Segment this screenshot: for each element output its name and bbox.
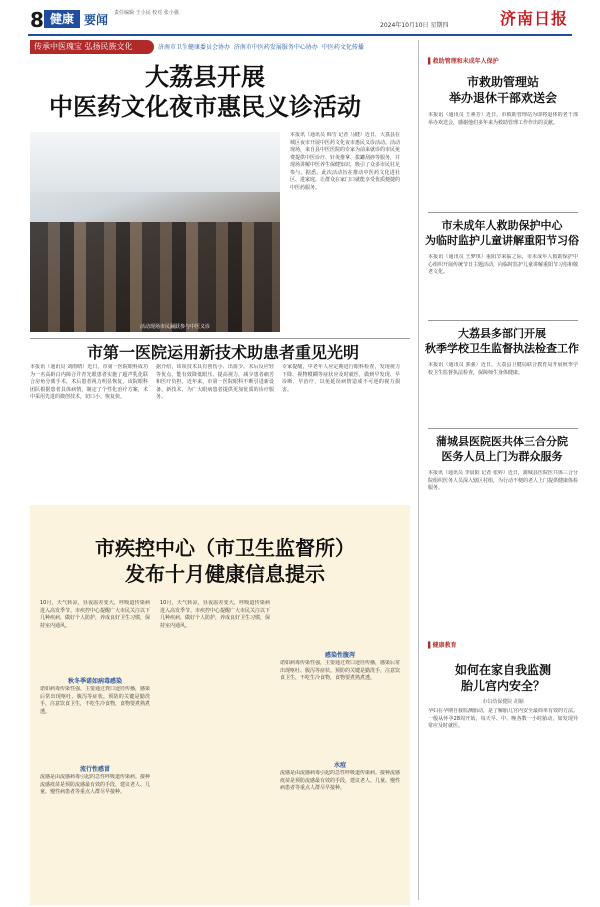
cdc-headline-line1: 市疾控中心（市卫生监督所）	[95, 536, 355, 560]
lead-headline-line2: 中医药文化夜市惠民义诊活动	[49, 92, 361, 121]
right-article2-title-line2: 为临时监护儿童讲解重阳节习俗	[425, 234, 579, 247]
cdc-diarrhea-text: 诺如病毒传染性强，主要通过粪口途径传播，感染后常出现呕吐、腹泻等症状。预防的关键是勤洗手，注意饮食卫生，不吃生冷食物，食物要煮熟煮透。	[280, 660, 400, 681]
right-article2-title[interactable]	[422, 218, 582, 248]
right-article1-title-line2: 举办退休干部欢送会	[448, 91, 557, 105]
article2-headline[interactable]: 市第一医院运用新技术助患者重见光明	[86, 343, 359, 362]
photo-caption: 活动现场市民踊跃参与中医义诊	[140, 324, 211, 330]
issue-date: 2024年10月10日 星期四	[380, 22, 449, 29]
right-article5-body: 孕妇在孕期自我监测胎动，是了解胎儿宫内安全最简单有效的方法。一般从怀孕28周开始，每天早、中、晚各数一小时胎动，如发现异常应及时就医。	[428, 708, 578, 729]
right-article2-body: 本报讯（通讯员 王梦琪）重阳节来临之际，市未成年人救助保护中心组织开展传统节日主题活动，向临时监护儿童讲解重阳节习俗和敬老文化。	[428, 254, 578, 275]
article2-col3: 专家提醒，中老年人应定期进行眼科检查，发现视力下降、视物模糊等症状应及时就医，做到早发现、早诊断、早治疗，以免延误病情造成不可逆的视力损害。	[282, 364, 400, 393]
right-article5-title-line1: 如何在家自我监测	[454, 663, 551, 677]
cdc-flu-text: 流感是由流感病毒引起的急性呼吸道传染病。接种流感疫苗是预防流感最有效的手段，建议老人、儿童、慢性病患者等重点人群尽早接种。	[40, 774, 150, 795]
right-article2-title-line1: 市未成年人救助保护中心	[441, 219, 563, 232]
right-article3-title[interactable]	[422, 326, 582, 356]
lead-photo	[30, 132, 280, 332]
cdc-subhead-norovirus: 秋冬季诺如病毒感染	[67, 678, 122, 685]
cdc-col2: 10月，天气转凉，昼夜温差变大，呼吸道传染病进入高发季节。市疾控中心提醒广大市民关注以下几种疾病，做好个人防护，养成良好卫生习惯，保持室内通风。	[160, 600, 270, 629]
editor-credits: 责任编辑 王小民 校对 张小强	[114, 10, 179, 16]
section-name: 要闻	[84, 13, 109, 27]
cdc-headline[interactable]	[60, 535, 390, 587]
right-section2-label: ▌健康教育	[428, 642, 457, 649]
right-article4-title-line2: 医务人员上门为群众服务	[441, 450, 563, 463]
right-article1-body: 本报讯（通讯员 王素芳）近日，市救助管理站为即将退休的老干部举办欢送会，感谢他们多年来为救助管理工作作出的贡献。	[428, 112, 578, 126]
right-article4-body: 本报讯（通讯员 李晨阳 记者 张婷）近日，蒲城县医院医共体三合分院组织医务人员深入辖区村组，为行动不便的老人上门提供健康体检服务。	[428, 470, 578, 491]
cdc-headline-line2: 发布十月健康信息提示	[125, 562, 325, 586]
right-article5-byline: 市妇幼保健院 胡颖	[482, 699, 524, 705]
right-article5-title-line2: 胎儿宫内安全？	[460, 679, 545, 693]
divider	[30, 338, 410, 339]
newspaper-logo: 济南日报	[500, 9, 569, 28]
article2-col1: 本报讯（通讯员 刘雨晴）近日，市第一医院眼科成功为一名高龄白内障合并青光眼患者实施了超声乳化联合房角分离手术，术后患者视力明显恢复。该院眼科团队根据患者具体病情，制定了个性化治疗方案，术中采用先进的微创技术，切口小、恢复快。	[30, 364, 148, 400]
article2-col2: 据介绍，该项技术具有创伤小、出血少、术后反应轻等优点，能有效降低眼压、提高视力，减少患者痛苦和医疗负担。近年来，市第一医院眼科不断引进新设备、新技术，为广大眼病患者提供更加优质的诊疗服务。	[156, 364, 274, 400]
divider	[428, 212, 578, 213]
right-article3-title-line2: 秋季学校卫生监督执法检查工作	[425, 342, 579, 355]
right-article1-title-line1: 市救助管理站	[466, 75, 539, 89]
divider	[428, 320, 578, 321]
column-banner: 传承中医瑰宝 弘扬民族文化	[30, 40, 154, 54]
cdc-col1: 10月，天气转凉，昼夜温差变大，呼吸道传染病进入高发季节。市疾控中心提醒广大市民关注以下几种疾病，做好个人防护，养成良好卫生习惯，保持室内通风。	[40, 600, 150, 629]
cdc-varicella-text: 流感是由流感病毒引起的急性呼吸道传染病。接种流感疫苗是预防流感最有效的手段，建议老人、儿童、慢性病患者等重点人群尽早接种。	[280, 770, 400, 791]
lead-headline[interactable]	[40, 62, 370, 122]
right-article4-title-line1: 蒲城县医院医共体三合分院	[436, 435, 568, 448]
lead-body: 本报讯（通讯员 韩雪 记者 马健）近日，大荔县在城区夜市开展中医药文化夜市惠民义诊活动。活动现场，来自县中医医院的专家为前来就诊的市民免费提供中医诊疗、针灸推拿、拔罐刮痧等服务，并现场讲解中医养生保健知识，吸引了众多市民驻足参与。据悉，此次活动旨在推动中医药文化进社区、进家庭，让群众在家门口就能享受优质便捷的中医药服务。	[290, 132, 400, 191]
right-article4-title[interactable]	[422, 434, 582, 464]
divider	[428, 428, 578, 429]
section-tag: 健康	[44, 10, 80, 28]
cdc-subhead-flu: 流行性感冒	[79, 766, 110, 773]
page-number: 8	[30, 8, 44, 32]
right-article3-body: 本报讯（通讯员 郭强）近日，大荔县卫健局联合教育局开展秋季学校卫生监督执法检查，保障师生身体健康。	[428, 362, 578, 376]
cdc-norovirus-text: 诺如病毒传染性强，主要通过粪口途径传播，感染后常出现呕吐、腹泻等症状。预防的关键是勤洗手，注意饮食卫生，不吃生冷食物，食物要煮熟煮透。	[40, 686, 150, 715]
column-divider	[418, 40, 419, 900]
cdc-subhead-diarrhea: 感染性腹泻	[324, 652, 355, 659]
cosponsor-line: 济南市卫生健康委员会协办 济南市中医药发展服务中心协办 中医药文化传播	[158, 44, 364, 51]
right-article1-title[interactable]	[428, 74, 578, 106]
header-rule	[28, 34, 572, 36]
right-article3-title-line1: 大荔县多部门开展	[458, 327, 546, 340]
right-section-label: ▌救助管理和未成年人保护	[428, 58, 499, 65]
lead-headline-line1: 大荔县开展	[145, 62, 265, 91]
right-article5-title[interactable]	[428, 662, 578, 694]
cdc-subhead-varicella: 水痘	[333, 762, 346, 769]
